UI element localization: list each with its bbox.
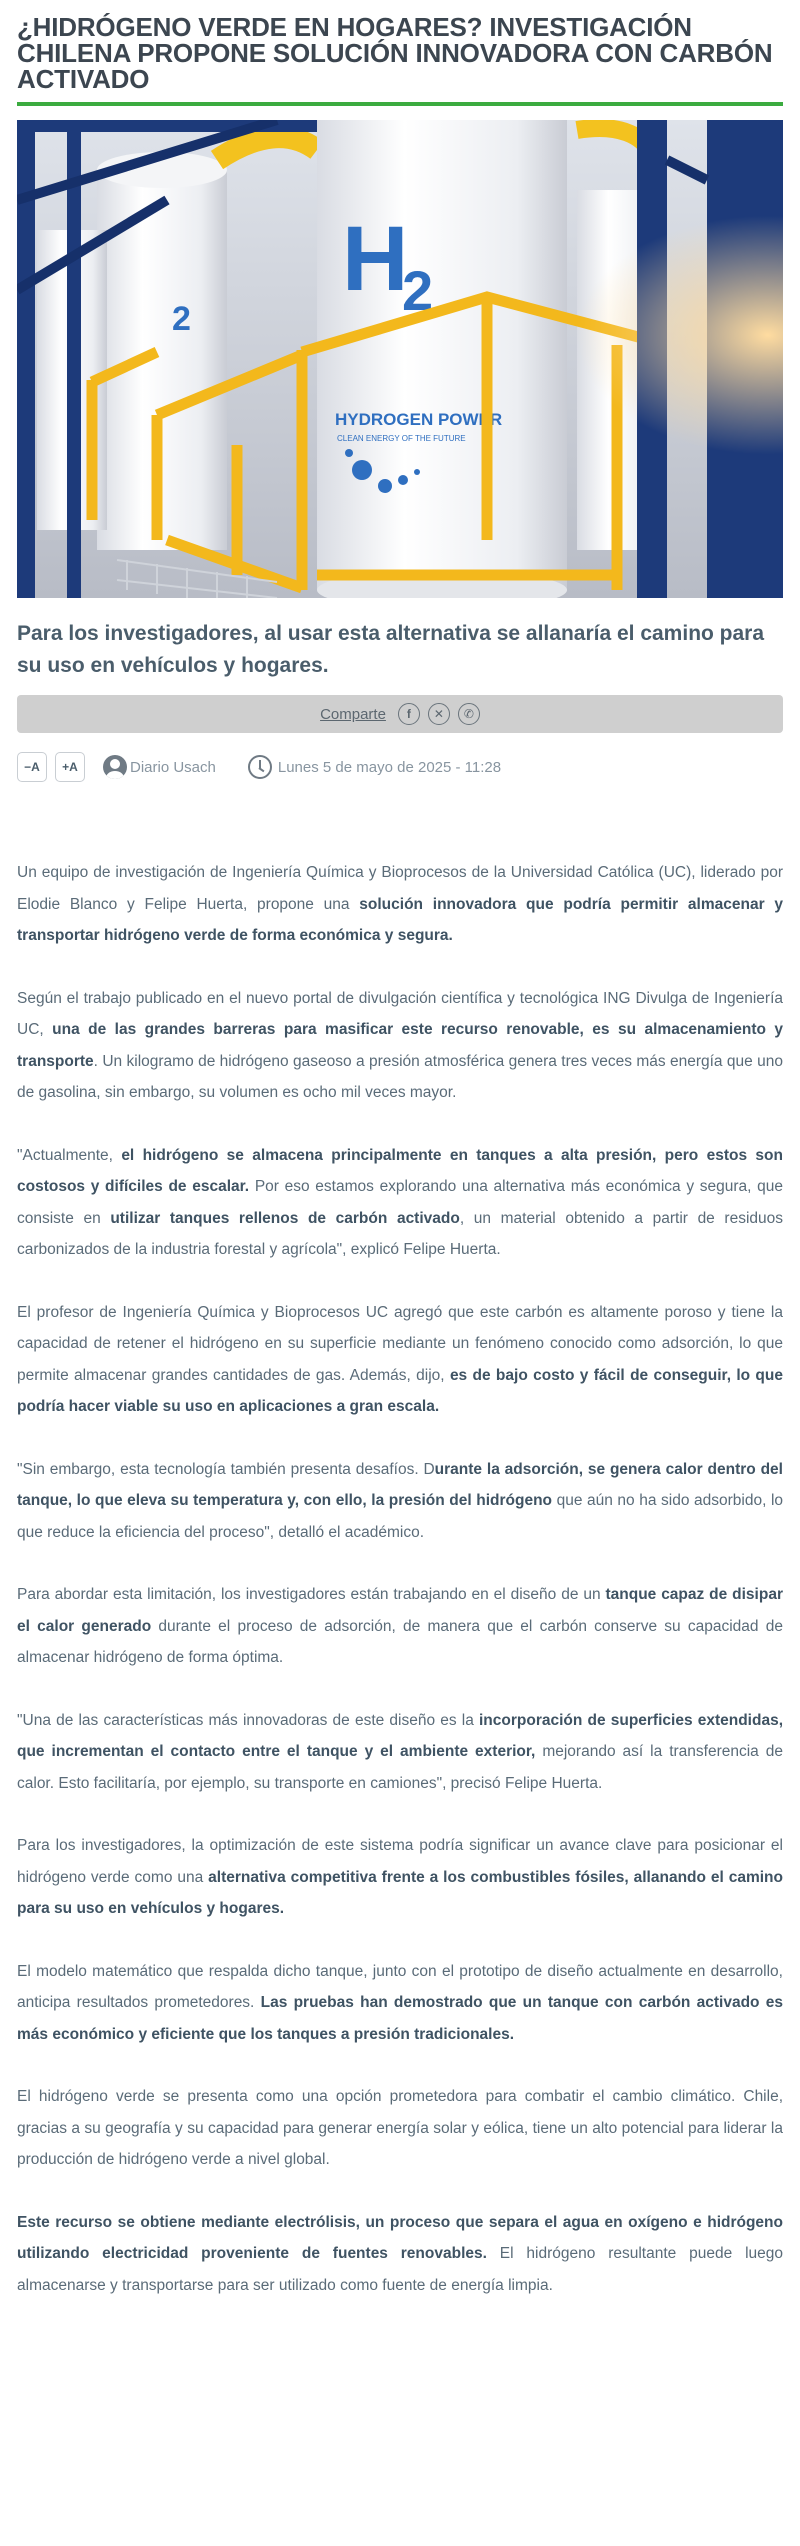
headline-divider	[17, 102, 783, 106]
article-paragraph	[17, 983, 783, 1109]
article-subtitle: Para los investigadores, al usar esta alternativa se allanaría el camino para su uso en vehículos y hogares.	[17, 622, 765, 677]
text-run: Para abordar esta limitación, los investigadores están trabajando en el diseño de un	[17, 1586, 606, 1603]
article-paragraph	[17, 1454, 783, 1549]
x-icon[interactable]: ✕	[428, 703, 450, 725]
bold-text: Las pruebas han demostrado que un tanque con carbón activado es más económico y eficiente que los tanques a presión tradicionales.	[17, 1994, 783, 2043]
bold-text: Este recurso se obtiene mediante electrólisis, un proceso que separa el agua en oxígeno e hidrógeno utilizando electricidad proveniente de fuentes renovables.	[17, 2213, 783, 2262]
text-run: Por eso estamos explorando una alternativa más económica y segura, que consiste en	[17, 1178, 784, 1227]
bold-text: tanque capaz de disipar el calor generado	[17, 1586, 783, 1635]
article-paragraph	[17, 1705, 783, 1800]
text-run: El hidrógeno resultante puede luego almacenarse y transportarse para ser utilizado como fuente de energía limpia.	[17, 2245, 784, 2294]
user-icon	[103, 755, 127, 779]
article-paragraph	[17, 1579, 783, 1674]
text-run: durante el proceso de adsorción, de manera que el carbón conserve su capacidad de almacenar hidrógeno de forma óptima.	[17, 1617, 783, 1666]
article-paragraph	[17, 857, 783, 952]
text-run: El hidrógeno verde se presenta como una opción prometedora para combatir el cambio climático. Chile, gracias a su geografía y su capacidad para generar energía solar y eólica, tiene un alto potencial para liderar la producción de hidrógeno verde a nivel global.	[17, 2088, 783, 2168]
text-run: Para los investigadores, la optimización de este sistema podría significar un avance clave para posicionar el hidrógeno verde como una	[17, 1837, 783, 1886]
bold-text: es de bajo costo y fácil de conseguir, lo que podría hacer viable su uso en aplicaciones a gran escala.	[17, 1366, 783, 1415]
article-paragraph	[17, 2081, 783, 2176]
bold-text: utilizar tanques rellenos de carbón activado	[110, 1209, 460, 1227]
share-label[interactable]: Comparte	[320, 705, 386, 723]
text-run: "Una de las características más innovadoras de este diseño es la	[17, 1711, 479, 1729]
text-run: mejorando así la transferencia de calor. Esto facilitaría, por ejemplo, su transporte en camiones", precisó Felipe Huerta.	[17, 1743, 783, 1792]
author-name: Diario Usach	[130, 758, 216, 776]
clock-icon	[248, 755, 272, 779]
article-body	[17, 857, 783, 2301]
facebook-icon[interactable]: f	[398, 703, 420, 725]
bold-text: urante la adsorción, se genera calor dentro del tanque, lo que eleva su temperatura y, con ello, la presión del hidrógeno	[17, 1460, 783, 1509]
hero-image[interactable]	[17, 120, 783, 598]
text-run: Según el trabajo publicado en el nuevo portal de divulgación científica y tecnológica ING Divulga de Ingeniería UC,	[17, 989, 783, 1038]
text-run: El modelo matemático que respalda dicho tanque, junto con el prototipo de diseño actualmente en desarrollo, anticipa resultados prometedores.	[17, 1962, 783, 2011]
text-run: "Sin embargo, esta tecnología también presenta desafíos. D	[17, 1460, 435, 1478]
article-headline: ¿HIDRÓGENO VERDE EN HOGARES? INVESTIGACIÓN CHILENA PROPONE SOLUCIÓN INNOVADORA CON CARBÓN ACTIVADO	[17, 12, 773, 94]
increase-font-button[interactable]: +A	[55, 752, 85, 782]
text-run: , un material obtenido a partir de residuos carbonizados de la industria forestal y agrícola", explicó Felipe Huerta.	[17, 1209, 783, 1258]
text-run: . Un kilogramo de hidrógeno gaseoso a presión atmosférica genera tres veces más energía que uno de gasolina, sin embargo, su volumen es ocho mil veces mayor.	[17, 1052, 783, 1101]
article-paragraph	[17, 1297, 783, 1423]
article-paragraph	[17, 1140, 783, 1266]
share-bar	[17, 695, 783, 733]
whatsapp-icon[interactable]: ✆	[458, 703, 480, 725]
bold-text: el hidrógeno se almacena principalmente en tanques a alta presión, pero estos son costosos y difíciles de escalar.	[17, 1146, 783, 1195]
bold-text: solución innovadora que podría permitir almacenar y transportar hidrógeno verde de forma económica y segura.	[17, 895, 783, 944]
bold-text: alternativa competitiva frente a los combustibles fósiles, allanando el camino para su uso en vehículos y hogares.	[17, 1868, 783, 1917]
bold-text: una de las grandes barreras para masificar este recurso renovable, es su almacenamiento y transporte	[17, 1021, 784, 1070]
article-meta	[17, 751, 783, 783]
decrease-font-button[interactable]: −A	[17, 752, 47, 782]
hydrogen-tanks-illustration	[17, 120, 783, 598]
text-run: El profesor de Ingeniería Química y Bioprocesos UC agregó que este carbón es altamente poroso y tiene la capacidad de retener el hidrógeno en su superficie mediante un fenómeno conocido como adsorción, lo que permite almacenar grandes cantidades de gas. Además, dijo,	[17, 1303, 783, 1384]
publish-date-text: Lunes 5 de mayo de 2025 - 11:28	[277, 758, 502, 776]
article-paragraph	[17, 2207, 783, 2302]
article-paragraph	[17, 1956, 783, 2051]
bold-text: incorporación de superficies extendidas, que incrementan el contacto entre el tanque y el ambiente exterior,	[17, 1711, 784, 1760]
text-run: "Actualmente,	[17, 1146, 122, 1164]
author	[103, 755, 216, 779]
text-run: Un equipo de investigación de Ingeniería Química y Bioprocesos de la Universidad Católica (UC), liderado por Elodie Blanco y Felipe Huerta, propone una	[17, 864, 783, 913]
text-run: que aún no ha sido adsorbido, lo que reduce la eficiencia del proceso", detalló el académico.	[17, 1492, 784, 1541]
publish-date	[248, 755, 501, 779]
article-paragraph	[17, 1830, 783, 1925]
